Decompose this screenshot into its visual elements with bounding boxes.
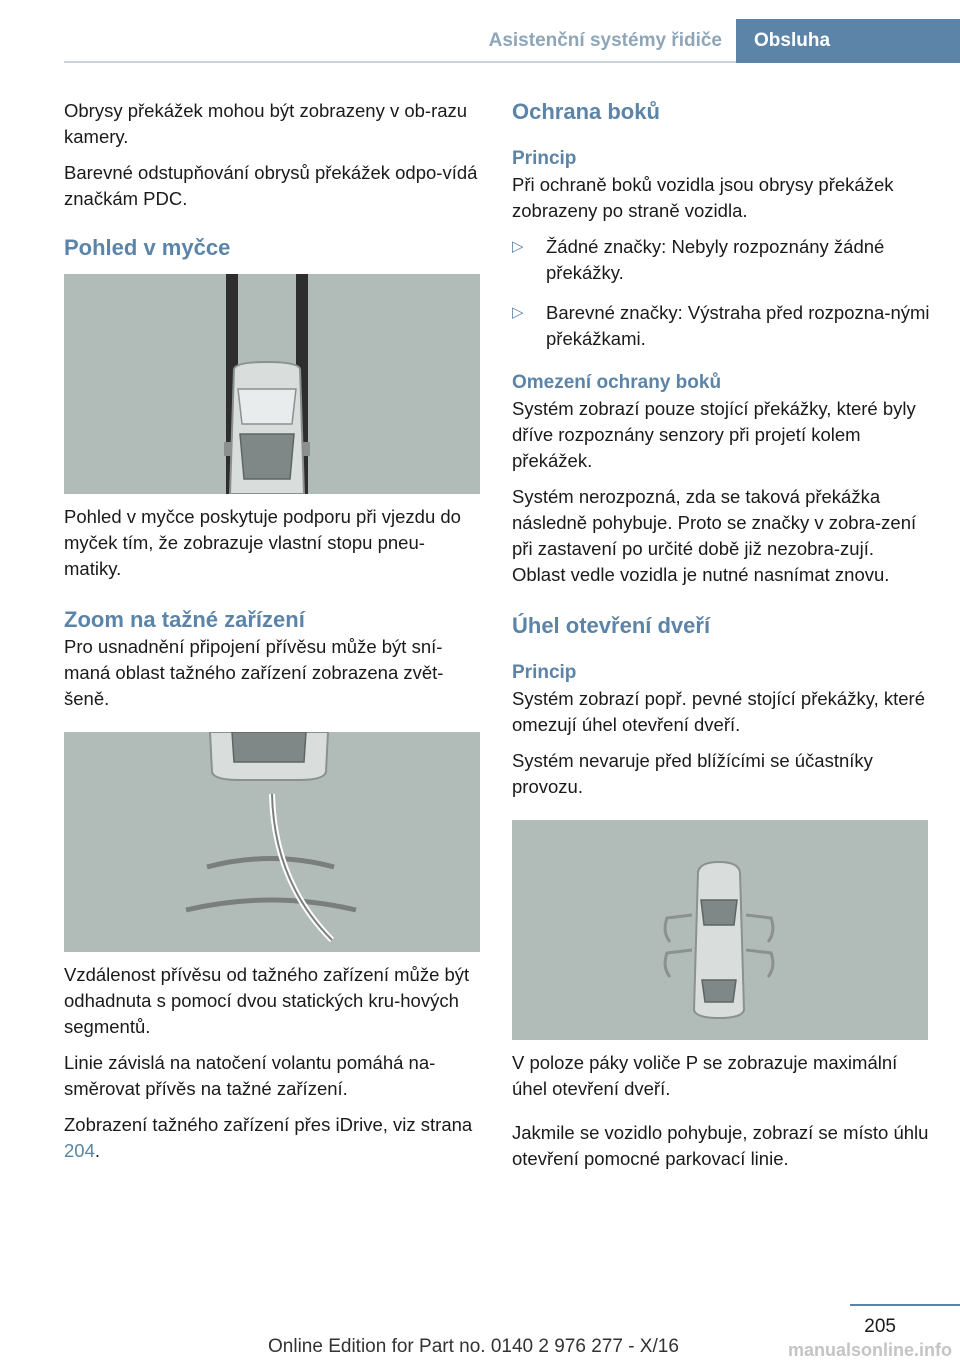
- paragraph: Barevné odstupňování obrysů překážek odpo‐vídá značkám PDC.: [64, 162, 478, 209]
- heading-door-angle: Úhel otevření dveří: [512, 613, 711, 638]
- list-item-text: Barevné značky: Výstraha před rozpozna‐nými překážkami.: [546, 302, 930, 349]
- paragraph-idrive: [64, 1112, 482, 1164]
- page-link-204[interactable]: 204: [64, 1140, 95, 1161]
- bullet-list: [512, 234, 930, 352]
- page-number: 205: [864, 1316, 896, 1337]
- footer-rule: [850, 1304, 960, 1306]
- paragraph: Jakmile se vozidlo pohybuje, zobrazí se místo úhlu otevření pomocné parkovací linie.: [512, 1122, 929, 1169]
- paragraph: Při ochraně boků vozidla jsou obrysy překážek zobrazeny po straně vozidla.: [512, 174, 894, 221]
- paragraph: Pohled v myčce poskytuje podporu při vjezdu do myček tím, že zobrazuje vlastní stopu pneu‐matiky.: [64, 506, 461, 579]
- left-column: [64, 98, 482, 1174]
- watermark: manualsonline.info: [787, 1340, 952, 1360]
- heading-side-protection: Ochrana boků: [512, 99, 660, 124]
- triangle-bullet-icon: ▷: [512, 238, 524, 255]
- paragraph: Obrysy překážek mohou být zobrazeny v ob‐razu kamery.: [64, 100, 468, 147]
- paragraph: Systém nevaruje před blížícími se účastníky provozu.: [512, 750, 873, 797]
- paragraph: V poloze páky voliče P se zobrazuje maximální úhel otevření dveří.: [512, 1052, 898, 1099]
- list-item: [512, 234, 930, 286]
- hitch-zoom-figure: [64, 732, 480, 952]
- paragraph: Vzdálenost přívěsu od tažného zařízení může být odhadnuta s pomocí dvou statických kru‐hových segmentů.: [64, 964, 470, 1037]
- subheading-limits: Omezení ochrany boků: [512, 372, 722, 393]
- car-wash-figure: [64, 274, 480, 494]
- door-angle-figure: [512, 820, 928, 1040]
- idrive-text: Zobrazení tažného zařízení přes iDrive, viz strana: [64, 1114, 473, 1135]
- heading-hitch-zoom: Zoom na tažné zařízení: [64, 607, 305, 632]
- paragraph: Systém zobrazí pouze stojící překážky, které byly dříve rozpoznány senzory při projetí kolem překážek.: [512, 398, 916, 471]
- list-item-text: Žádné značky: Nebyly rozpoznány žádné překážky.: [546, 236, 885, 283]
- triangle-bullet-icon: ▷: [512, 304, 524, 321]
- paragraph: Systém zobrazí popř. pevné stojící překážky, které omezují úhel otevření dveří.: [512, 688, 925, 735]
- paragraph: Systém nerozpozná, zda se taková překážka následně pohybuje. Proto se značky v zobra‐zení při zastavení po určité době již nezobra‐zují. Oblast vedle vozidla je nutné nasnímat znovu.: [512, 486, 917, 585]
- paragraph: Linie závislá na natočení volantu pomáhá na‐směrovat přívěs na tažné zařízení.: [64, 1052, 436, 1099]
- idrive-text-end: .: [94, 1140, 101, 1161]
- header-tab: Obsluha: [736, 19, 960, 63]
- edition-footer: Online Edition for Part no. 0140 2 976 277 - X/16: [268, 1336, 679, 1357]
- heading-car-wash: Pohled v myčce: [64, 235, 231, 260]
- paragraph: Pro usnadnění připojení přívěsu může být sní‐maná oblast tažného zařízení zobrazena zvět‐šeně.: [64, 636, 444, 709]
- subheading-principle: Princip: [512, 148, 577, 169]
- header-section-title: Asistenční systémy řidiče: [488, 30, 722, 51]
- list-item: [512, 300, 930, 352]
- subheading-principle: Princip: [512, 662, 577, 683]
- right-column: [512, 98, 930, 1182]
